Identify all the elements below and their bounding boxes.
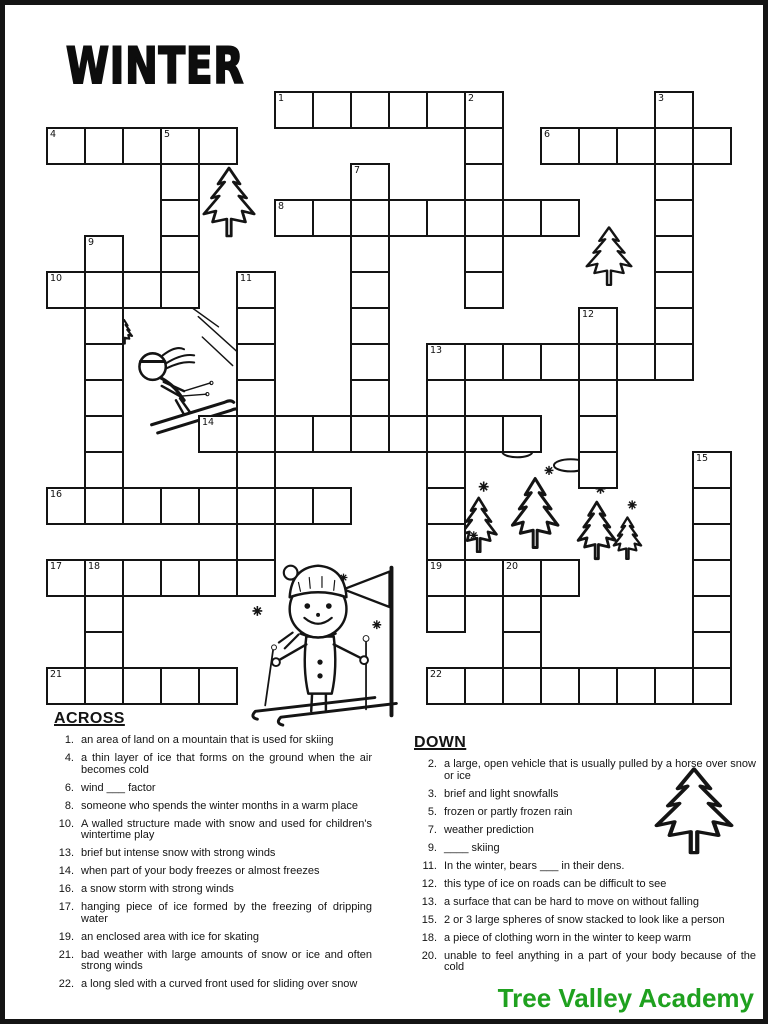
- crossword-cell: [540, 199, 580, 237]
- clue-number: 15.: [421, 913, 437, 926]
- clue-text: weather prediction: [444, 823, 534, 836]
- crossword-cell: [464, 271, 504, 309]
- down-clues-section: [412, 734, 756, 980]
- cell-number: 8: [278, 201, 285, 212]
- crossword-cell: [160, 667, 200, 705]
- crossword-cell: [502, 631, 542, 669]
- crossword-cell: [350, 307, 390, 345]
- clue-text: when part of your body freezes or almost freezes: [81, 865, 320, 877]
- crossword-cell: [692, 127, 732, 165]
- clue-item: [412, 915, 756, 927]
- clue-number: 14.: [58, 865, 74, 877]
- clue-number: 1.: [64, 734, 74, 746]
- clue-number: 8.: [64, 799, 74, 812]
- clue-number: 2.: [427, 758, 437, 770]
- clue-text: this type of ice on roads can be difficult to see: [444, 877, 667, 890]
- crossword-cell: [84, 307, 124, 345]
- crossword-cell: [160, 163, 200, 201]
- crossword-cell: [578, 667, 618, 705]
- clue-number: 10.: [58, 817, 74, 830]
- crossword-cell: [236, 307, 276, 345]
- clue-number: 22.: [58, 978, 74, 990]
- crossword-cell: [540, 667, 580, 705]
- crossword-cell: [46, 271, 86, 309]
- crossword-cell: [312, 415, 352, 453]
- clue-number: 11.: [422, 859, 437, 872]
- crossword-cell: [84, 595, 124, 633]
- crossword-cell: [388, 91, 428, 129]
- crossword-cell: [426, 343, 466, 381]
- clue-number: 17.: [58, 901, 74, 913]
- cell-number: 1: [278, 93, 285, 104]
- clue-text: In the winter, bears ___ in their dens.: [444, 859, 625, 872]
- crossword-cell: [654, 307, 694, 345]
- crossword-cell: [84, 127, 124, 165]
- clue-item: [412, 879, 756, 891]
- crossword-cell: [426, 451, 466, 489]
- crossword-cell: [84, 559, 124, 597]
- crossword-cell: [160, 559, 200, 597]
- crossword-cell: [350, 343, 390, 381]
- crossword-cell: [426, 91, 466, 129]
- crossword-cell: [616, 343, 656, 381]
- crossword-cell: [122, 559, 162, 597]
- crossword-cell: [426, 595, 466, 633]
- crossword-cell: [426, 199, 466, 237]
- crossword-cell: [84, 271, 124, 309]
- crossword-cell: [464, 127, 504, 165]
- clue-item: [412, 897, 756, 909]
- crossword-cell: [122, 487, 162, 525]
- page-title: WINTER: [66, 37, 245, 95]
- crossword-cell: [464, 199, 504, 237]
- crossword-cell: [236, 523, 276, 561]
- crossword-cell: [654, 163, 694, 201]
- cell-number: 15: [696, 453, 709, 464]
- crossword-cell: [274, 487, 314, 525]
- clue-number: 21.: [58, 948, 74, 961]
- crossword-cell: [350, 271, 390, 309]
- clue-number: 18.: [421, 931, 437, 944]
- cell-number: 3: [658, 93, 665, 104]
- crossword-cell: [578, 379, 618, 417]
- crossword-cell: [464, 91, 504, 129]
- clue-text: a large, open vehicle that is usually pulled by a horse over snow or ice: [444, 758, 756, 782]
- crossword-cell: [654, 667, 694, 705]
- cell-number: 6: [544, 129, 551, 140]
- cell-number: 17: [50, 561, 63, 572]
- clue-number: 6.: [64, 781, 74, 794]
- crossword-cell: [350, 199, 390, 237]
- crossword-cell: [350, 379, 390, 417]
- crossword-cell: [312, 199, 352, 237]
- crossword-cell: [692, 559, 732, 597]
- crossword-cell: [312, 487, 352, 525]
- cell-number: 13: [430, 345, 443, 356]
- clue-text: brief but intense snow with strong winds: [81, 847, 276, 859]
- cell-number: 12: [582, 309, 595, 320]
- crossword-cell: [350, 235, 390, 273]
- crossword-cell: [540, 343, 580, 381]
- crossword-cell: [350, 415, 390, 453]
- across-clues-section: [52, 710, 372, 997]
- crossword-cell: [160, 235, 200, 273]
- crossword-cell: [84, 235, 124, 273]
- crossword-cell: [654, 235, 694, 273]
- crossword-cell: [46, 559, 86, 597]
- cell-number: 22: [430, 669, 443, 680]
- crossword-cell: [578, 343, 618, 381]
- cell-number: 14: [202, 417, 215, 428]
- clue-item: [52, 932, 372, 944]
- crossword-cell: [84, 451, 124, 489]
- crossword-cell: [654, 271, 694, 309]
- crossword-cell: [236, 487, 276, 525]
- crossword-cell: [502, 415, 542, 453]
- clue-text: wind ___ factor: [81, 781, 156, 794]
- crossword-cell: [502, 343, 542, 381]
- crossword-cell: [692, 595, 732, 633]
- clue-item: [52, 735, 372, 747]
- crossword-cell: [616, 667, 656, 705]
- cell-number: 10: [50, 273, 63, 284]
- cell-number: 16: [50, 489, 63, 500]
- clue-item: [52, 753, 372, 776]
- clue-number: 3.: [427, 787, 437, 800]
- cell-number: 9: [88, 237, 95, 248]
- clue-number: 9.: [427, 841, 437, 854]
- crossword-cell: [198, 559, 238, 597]
- crossword-cell: [160, 127, 200, 165]
- crossword-cell: [388, 415, 428, 453]
- clue-text: a long sled with a curved front used for sliding over snow: [81, 978, 358, 990]
- clue-text: bad weather with large amounts of snow or ice and often strong winds: [81, 948, 372, 972]
- crossword-cell: [502, 667, 542, 705]
- crossword-cell: [198, 127, 238, 165]
- clue-item: [52, 950, 372, 973]
- crossword-cell: [236, 343, 276, 381]
- clue-item: [412, 825, 756, 837]
- clue-number: 7.: [427, 823, 437, 836]
- crossword-cell: [46, 127, 86, 165]
- clue-text: a thin layer of ice that forms on the ground when the air becomes cold: [81, 752, 372, 776]
- across-heading: ACROSS: [54, 710, 125, 727]
- crossword-cell: [46, 487, 86, 525]
- crossword-cell: [426, 379, 466, 417]
- clue-text: frozen or partly frozen rain: [444, 805, 573, 818]
- clue-text: brief and light snowfalls: [444, 787, 559, 800]
- crossword-cell: [464, 415, 504, 453]
- cell-number: 19: [430, 561, 443, 572]
- clue-text: hanging piece of ice formed by the freezing of dripping water: [81, 901, 372, 925]
- crossword-cell: [578, 415, 618, 453]
- crossword-cell: [692, 523, 732, 561]
- crossword-cell: [578, 451, 618, 489]
- crossword-cell: [84, 667, 124, 705]
- clue-text: a piece of clothing worn in the winter to keep warm: [444, 931, 692, 944]
- cell-number: 21: [50, 669, 63, 680]
- cell-number: 4: [50, 129, 57, 140]
- across-clues-list: [52, 735, 372, 991]
- crossword-cell: [540, 127, 580, 165]
- clue-number: 4.: [64, 752, 74, 764]
- crossword-cell: [426, 667, 466, 705]
- cell-number: 5: [164, 129, 171, 140]
- cell-number: 2: [468, 93, 475, 104]
- clue-item: [52, 801, 372, 813]
- crossword-cell: [654, 199, 694, 237]
- clue-text: someone who spends the winter months in a warm place: [81, 799, 358, 812]
- crossword-cell: [46, 667, 86, 705]
- crossword-cell: [236, 559, 276, 597]
- crossword-cell: [350, 91, 390, 129]
- cell-number: 11: [240, 273, 253, 284]
- cell-number: 18: [88, 561, 101, 572]
- crossword-cell: [160, 487, 200, 525]
- crossword-cell: [426, 415, 466, 453]
- crossword-cell: [654, 127, 694, 165]
- crossword-cell: [84, 631, 124, 669]
- crossword-cell: [426, 523, 466, 561]
- crossword-cell: [274, 91, 314, 129]
- clue-number: 19.: [58, 930, 74, 943]
- clue-text: a surface that can be hard to move on without falling: [444, 895, 699, 908]
- crossword-cell: [654, 91, 694, 129]
- clue-item: [52, 819, 372, 842]
- clue-item: [52, 848, 372, 860]
- clue-text: 2 or 3 large spheres of snow stacked to look like a person: [444, 913, 725, 926]
- brand-footer: Tree Valley Academy: [497, 983, 754, 1013]
- crossword-cell: [84, 415, 124, 453]
- clue-item: [412, 759, 756, 782]
- crossword-cell: [692, 451, 732, 489]
- crossword-cell: [160, 199, 200, 237]
- crossword-cell: [578, 307, 618, 345]
- crossword-cell: [578, 127, 618, 165]
- clue-number: 5.: [427, 805, 437, 818]
- clue-item: [412, 933, 756, 945]
- crossword-cell: [122, 271, 162, 309]
- crossword-cell: [464, 163, 504, 201]
- crossword-cell: [122, 667, 162, 705]
- crossword-cell: [464, 667, 504, 705]
- crossword-cell: [122, 127, 162, 165]
- crossword-cell: [692, 667, 732, 705]
- clue-item: [52, 884, 372, 896]
- crossword-cell: [350, 163, 390, 201]
- clue-number: 20.: [421, 949, 437, 962]
- crossword-cell: [616, 127, 656, 165]
- crossword-cell: [84, 343, 124, 381]
- cell-number: 20: [506, 561, 519, 572]
- crossword-cell: [274, 415, 314, 453]
- crossword-cell: [160, 271, 200, 309]
- crossword-cell: [654, 343, 694, 381]
- crossword-cell: [464, 559, 504, 597]
- crossword-cell: [236, 451, 276, 489]
- crossword-cell: [692, 631, 732, 669]
- crossword-cell: [464, 235, 504, 273]
- clue-text: ____ skiing: [444, 841, 500, 854]
- crossword-cell: [236, 379, 276, 417]
- crossword-cell: [540, 559, 580, 597]
- clue-item: [412, 843, 756, 855]
- clue-number: 12.: [421, 877, 437, 890]
- crossword-cell: [236, 271, 276, 309]
- clue-item: [412, 861, 756, 873]
- clue-item: [412, 951, 756, 974]
- clue-text: unable to feel anything in a part of your body because of the cold: [444, 949, 756, 973]
- clue-text: an area of land on a mountain that is used for skiing: [81, 734, 334, 746]
- clue-text: A walled structure made with snow and used for children's wintertime play: [81, 817, 372, 841]
- crossword-cell: [692, 487, 732, 525]
- clue-item: [412, 789, 756, 801]
- crossword-cell: [502, 559, 542, 597]
- crossword-cell: [198, 487, 238, 525]
- crossword-cell: [502, 595, 542, 633]
- clue-item: [52, 866, 372, 878]
- crossword-cell: [464, 343, 504, 381]
- clue-number: 13.: [421, 895, 437, 908]
- crossword-cell: [236, 415, 276, 453]
- crossword-cell: [198, 667, 238, 705]
- clue-number: 13.: [58, 847, 74, 859]
- clue-text: a snow storm with strong winds: [81, 883, 234, 895]
- crossword-cell: [274, 199, 314, 237]
- crossword-cell: [426, 487, 466, 525]
- crossword-cell: [426, 559, 466, 597]
- clue-item: [52, 783, 372, 795]
- crossword-cell: [198, 415, 238, 453]
- crossword-cell: [388, 199, 428, 237]
- crossword-cell: [84, 379, 124, 417]
- cell-number: 7: [354, 165, 361, 176]
- crossword-cell: [312, 91, 352, 129]
- clue-text: an enclosed area with ice for skating: [81, 930, 259, 943]
- crossword-cell: [84, 487, 124, 525]
- clue-item: [52, 902, 372, 925]
- clue-number: 16.: [58, 883, 74, 895]
- crossword-cell: [502, 199, 542, 237]
- down-clues-list: [412, 759, 756, 974]
- crossword-grid: [46, 91, 732, 705]
- clue-item: [412, 807, 756, 819]
- down-heading: DOWN: [414, 734, 467, 751]
